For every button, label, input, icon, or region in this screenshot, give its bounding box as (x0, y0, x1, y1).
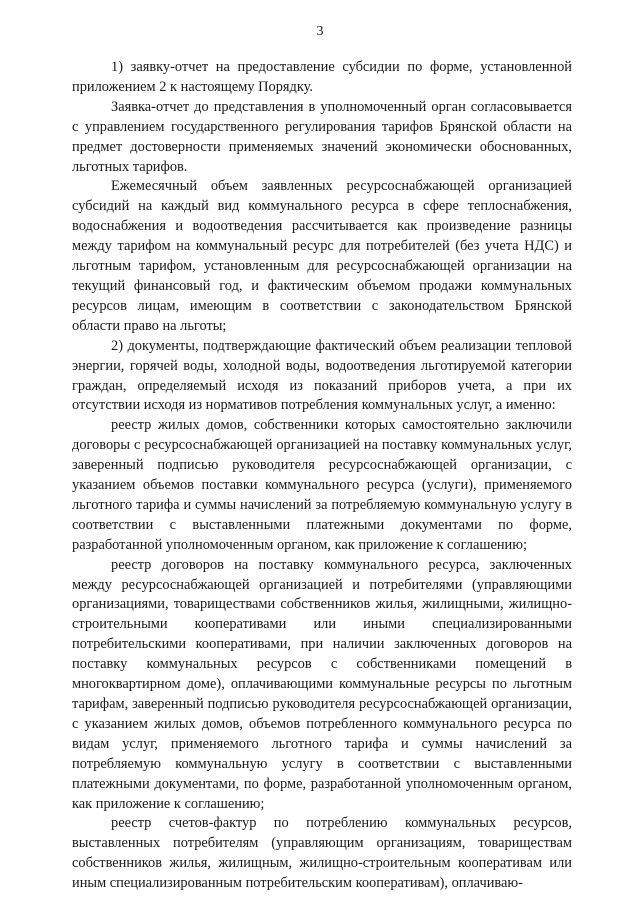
paragraph-register-of-contracts: реестр договоров на поставку коммунального ресурса, заключенных между ресурсоснабжающей организацией и потребителями (управляющими организациями, товариществами собственников жилья, жилищными, жилищно-строительными кооперативами или иными специализированными потребительскими кооперативами, при наличии заключенных договоров на поставку коммунальных ресурсов с собственниками помещений в многоквартирном доме), оплачивающими коммунальные ресурсы по льготным тарифам, заверенный подписью руководителя ресурсоснабжающей организации, с указанием жилых домов, объемов потребленного коммунального ресурса по видам услуг, применяемого льготного тарифа и суммы начислений за потребляемую коммунальную услугу в соответствии с выставленными платежными документами, по форме, разработанной уполномоченным органом, как приложение к соглашению; (72, 556, 572, 812)
paragraph-report-approval: Заявка-отчет до представления в уполномоченный орган согласовывается с управлением государственного регулирования тарифов Брянской области на предмет достоверности применяемых значений экономически обоснованных, льготных тарифов. (72, 98, 572, 175)
paragraph-register-of-houses: реестр жилых домов, собственники которых самостоятельно заключили договоры с ресурсоснабжающей организацией на поставку коммунальных услуг, заверенный подписью руководителя ресурсоснабжающей организации, с указанием объемов поставки коммунального ресурса (услуги), применяемого льготного тарифа и суммы начислений за потребляемую коммунальную услугу в соответствии с выставленными платежными документами по форме, разработанной уполномоченным органом, как приложение к соглашению; (72, 417, 572, 553)
paragraph-register-of-invoices: реестр счетов-фактур по потреблению коммунальных ресурсов, выставленных потребителям (управляющим организациям, товариществам собственников жилья, жилищным, жилищно-строительным кооперативам или иным специализированным потребительским кооперативам), оплачиваю- (72, 815, 572, 892)
page-number: 3 (316, 24, 324, 39)
paragraph-monthly-subsidy-volume: Ежемесячный объем заявленных ресурсоснабжающей организацией субсидий на каждый вид коммунального ресурса в сфере теплоснабжения, водоснабжения и водоотведения рассчитывается как произведение разницы между тарифом на коммунальный ресурс для потребителей (без учета НДС) и льготным тарифом, установленным для ресурсоснабжающей организации на текущий финансовый год, и фактическим объемом продажи коммунальных ресурсов лицам, имеющим в соответствии с законодательством Брянской области право на льготы; (72, 178, 572, 334)
paragraph-supporting-documents: 2) документы, подтверждающие фактический объем реализации тепловой энергии, горячей воды, холодной воды, водоотведения льготируемой категории граждан, определяемый исходя из показаний приборов учета, а при их отсутствии исходя из нормативов потребления коммунальных услуг, а именно: (72, 337, 572, 414)
document-body (72, 58, 572, 894)
paragraph-application-report: 1) заявку-отчет на предоставление субсидии по форме, установленной приложением 2 к настоящему Порядку. (72, 59, 572, 95)
